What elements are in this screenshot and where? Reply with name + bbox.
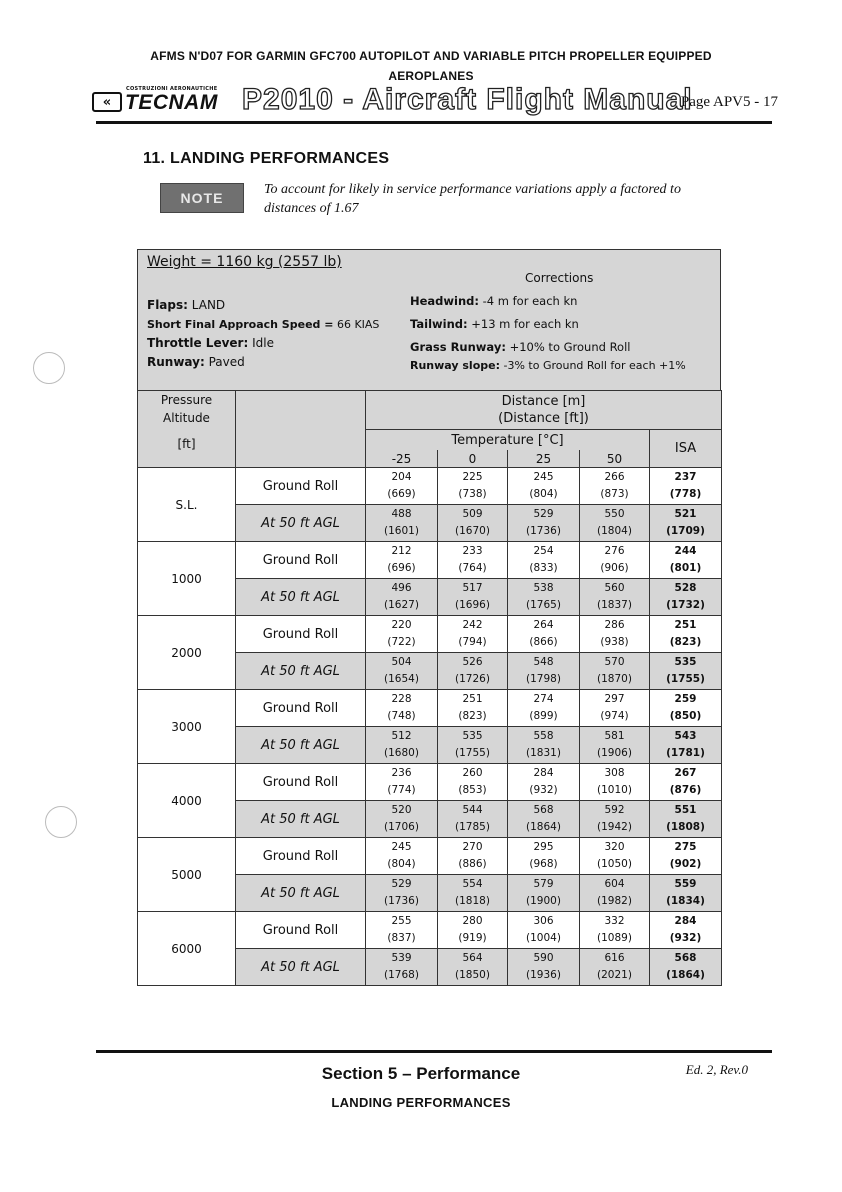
distance-feet: (1768) xyxy=(384,969,419,981)
isa-value-cell xyxy=(650,727,722,764)
distance-cell xyxy=(438,727,508,764)
distance-feet: (778) xyxy=(669,488,702,500)
distance-meters: 284 xyxy=(674,915,697,927)
distance-feet: (1936) xyxy=(526,969,561,981)
temp-col-header: 50 xyxy=(580,450,650,468)
distance-meters: 245 xyxy=(533,471,554,483)
distance-meters: 220 xyxy=(391,619,412,631)
distance-cell xyxy=(580,690,650,727)
distance-cell xyxy=(438,690,508,727)
distance-cell xyxy=(508,801,580,838)
distance-meters: 517 xyxy=(462,582,483,594)
distance-meters: 264 xyxy=(533,619,554,631)
distance-feet: (696) xyxy=(387,562,416,574)
distance-meters: 255 xyxy=(391,915,412,927)
distance-cell xyxy=(580,505,650,542)
distance-feet: (1680) xyxy=(384,747,419,759)
distance-feet: (1864) xyxy=(526,821,561,833)
distance-feet: (2021) xyxy=(597,969,632,981)
distance-meters: 496 xyxy=(391,582,412,594)
distance-cell xyxy=(508,468,580,505)
distance-meters: 570 xyxy=(604,656,625,668)
distance-meters: 592 xyxy=(604,804,625,816)
distance-meters: 308 xyxy=(604,767,625,779)
header-divider xyxy=(96,121,772,124)
distance-cell xyxy=(366,690,438,727)
distance-feet: (1864) xyxy=(666,969,705,981)
table-row xyxy=(138,838,722,875)
distance-feet: (1732) xyxy=(666,599,705,611)
distance-cell xyxy=(366,838,438,875)
distance-feet: (1736) xyxy=(384,895,419,907)
distance-meters: 266 xyxy=(604,471,625,483)
header-title xyxy=(60,46,802,86)
distance-cell xyxy=(438,505,508,542)
distance-feet: (748) xyxy=(387,710,416,722)
at-50ft-agl-label: At 50 ft AGL xyxy=(236,653,366,690)
logo-name: TECNAM xyxy=(125,91,218,114)
distance-meters: 535 xyxy=(674,656,697,668)
at-50ft-agl-label: At 50 ft AGL xyxy=(236,505,366,542)
condition-flaps: Flaps: LAND xyxy=(147,298,226,312)
distance-cell xyxy=(508,690,580,727)
distance-feet: (801) xyxy=(669,562,702,574)
distance-feet: (1818) xyxy=(455,895,490,907)
distance-cell xyxy=(580,653,650,690)
distance-feet: (932) xyxy=(669,932,702,944)
distance-cell xyxy=(580,579,650,616)
distance-meters: 212 xyxy=(391,545,412,557)
distance-cell xyxy=(508,949,580,986)
distance-cell xyxy=(580,912,650,949)
distance-cell xyxy=(438,542,508,579)
distance-meters: 581 xyxy=(604,730,625,742)
isa-value-cell xyxy=(650,838,722,875)
table-row xyxy=(138,690,722,727)
distance-meters: 560 xyxy=(604,582,625,594)
distance-meters: 275 xyxy=(674,841,697,853)
distance-meters: 528 xyxy=(674,582,697,594)
page-number: Page APV5 - 17 xyxy=(680,94,778,110)
header-line-1: AFMS N'D07 FOR GARMIN GFC700 AUTOPILOT AND VARIABLE PITCH PROPELLER EQUIPPED xyxy=(150,49,712,63)
distance-feet: (1050) xyxy=(597,858,632,870)
footer-section: Section 5 – Performance xyxy=(321,1064,521,1083)
isa-value-cell xyxy=(650,616,722,653)
isa-value-cell xyxy=(650,579,722,616)
distance-cell xyxy=(366,653,438,690)
distance-feet: (906) xyxy=(600,562,629,574)
distance-cell xyxy=(366,579,438,616)
distance-feet: (853) xyxy=(458,784,487,796)
distance-meters: 260 xyxy=(462,767,483,779)
distance-feet: (1709) xyxy=(666,525,705,537)
at-50ft-agl-label: At 50 ft AGL xyxy=(236,949,366,986)
distance-meters: 306 xyxy=(533,915,554,927)
correction-headwind: Headwind: -4 m for each kn xyxy=(410,294,578,308)
correction-tailwind: Tailwind: +13 m for each kn xyxy=(410,317,579,331)
condition-throttle: Throttle Lever: Idle xyxy=(147,336,274,350)
distance-meters: 295 xyxy=(533,841,554,853)
ground-roll-label: Ground Roll xyxy=(236,616,366,653)
temp-col-header: -25 xyxy=(366,450,438,468)
footer-divider xyxy=(96,1050,772,1053)
distance-cell xyxy=(580,727,650,764)
distance-feet: (1696) xyxy=(455,599,490,611)
distance-cell xyxy=(580,468,650,505)
distance-meters: 244 xyxy=(674,545,697,557)
distance-feet: (1808) xyxy=(666,821,705,833)
distance-meters: 509 xyxy=(462,508,483,520)
altitude-cell: 2000 xyxy=(138,616,236,690)
isa-value-cell xyxy=(650,542,722,579)
distance-feet: (873) xyxy=(600,488,629,500)
distance-meters: 548 xyxy=(533,656,554,668)
distance-feet: (1942) xyxy=(597,821,632,833)
distance-cell xyxy=(366,875,438,912)
distance-meters: 270 xyxy=(462,841,483,853)
distance-meters: 286 xyxy=(604,619,625,631)
distance-cell xyxy=(438,616,508,653)
isa-value-cell xyxy=(650,468,722,505)
distance-cell xyxy=(580,764,650,801)
distance-meters: 539 xyxy=(391,952,412,964)
distance-feet: (1755) xyxy=(666,673,705,685)
isa-value-cell xyxy=(650,653,722,690)
altitude-cell: 1000 xyxy=(138,542,236,616)
altitude-cell: 5000 xyxy=(138,838,236,912)
ground-roll-label: Ground Roll xyxy=(236,764,366,801)
distance-meters: 332 xyxy=(604,915,625,927)
distance-feet: (804) xyxy=(529,488,558,500)
at-50ft-agl-label: At 50 ft AGL xyxy=(236,875,366,912)
distance-meters: 521 xyxy=(674,508,697,520)
distance-meters: 228 xyxy=(391,693,412,705)
distance-feet: (804) xyxy=(387,858,416,870)
distance-feet: (1654) xyxy=(384,673,419,685)
distance-feet: (774) xyxy=(387,784,416,796)
distance-cell xyxy=(438,912,508,949)
distance-feet: (866) xyxy=(529,636,558,648)
isa-value-cell xyxy=(650,912,722,949)
distance-feet: (722) xyxy=(387,636,416,648)
logo-subtitle: COSTRUZIONI AERONAUTICHE xyxy=(126,86,218,92)
distance-meters: 512 xyxy=(391,730,412,742)
distance-feet: (1601) xyxy=(384,525,419,537)
section-title: 11. LANDING PERFORMANCES xyxy=(143,150,390,167)
pressure-altitude-header: Pressure Altitude [ft] xyxy=(138,391,236,468)
distance-meters: 251 xyxy=(674,619,697,631)
distance-feet: (738) xyxy=(458,488,487,500)
distance-cell xyxy=(438,875,508,912)
distance-feet: (833) xyxy=(529,562,558,574)
manual-title: P2010 - Aircraft Flight Manual xyxy=(242,83,693,116)
condition-approach-speed: Short Final Approach Speed = 66 KIAS xyxy=(147,318,380,331)
distance-feet: (1804) xyxy=(597,525,632,537)
distance-feet: (1831) xyxy=(526,747,561,759)
distance-feet: (837) xyxy=(387,932,416,944)
distance-meters: 280 xyxy=(462,915,483,927)
distance-cell xyxy=(508,764,580,801)
distance-meters: 590 xyxy=(533,952,554,964)
distance-meters: 535 xyxy=(462,730,483,742)
distance-cell xyxy=(508,616,580,653)
isa-value-cell xyxy=(650,949,722,986)
weight-label: Weight = 1160 kg (2557 lb) xyxy=(147,254,342,270)
type-header xyxy=(236,391,366,468)
distance-cell xyxy=(438,468,508,505)
distance-meters: 504 xyxy=(391,656,412,668)
distance-cell xyxy=(366,616,438,653)
distance-feet: (1765) xyxy=(526,599,561,611)
distance-meters: 529 xyxy=(533,508,554,520)
table-row xyxy=(138,468,722,505)
at-50ft-agl-label: At 50 ft AGL xyxy=(236,727,366,764)
isa-value-cell xyxy=(650,505,722,542)
at-50ft-agl-label: At 50 ft AGL xyxy=(236,801,366,838)
distance-meters: 254 xyxy=(533,545,554,557)
distance-cell xyxy=(438,838,508,875)
distance-feet: (1900) xyxy=(526,895,561,907)
distance-cell xyxy=(508,838,580,875)
distance-meters: 204 xyxy=(391,471,412,483)
altitude-cell: 3000 xyxy=(138,690,236,764)
distance-cell xyxy=(508,542,580,579)
altitude-cell: 6000 xyxy=(138,912,236,986)
distance-meters: 538 xyxy=(533,582,554,594)
distance-meters: 233 xyxy=(462,545,483,557)
distance-cell xyxy=(366,468,438,505)
distance-feet: (886) xyxy=(458,858,487,870)
distance-meters: 564 xyxy=(462,952,483,964)
distance-feet: (1627) xyxy=(384,599,419,611)
distance-meters: 237 xyxy=(674,471,697,483)
ground-roll-label: Ground Roll xyxy=(236,468,366,505)
distance-meters: 274 xyxy=(533,693,554,705)
altitude-cell: S.L. xyxy=(138,468,236,542)
distance-meters: 526 xyxy=(462,656,483,668)
distance-feet: (1870) xyxy=(597,673,632,685)
distance-meters: 568 xyxy=(674,952,697,964)
distance-feet: (1004) xyxy=(526,932,561,944)
distance-cell xyxy=(438,801,508,838)
distance-feet: (974) xyxy=(600,710,629,722)
distance-cell xyxy=(366,912,438,949)
distance-cell xyxy=(580,801,650,838)
altitude-cell: 4000 xyxy=(138,764,236,838)
note-badge: NOTE xyxy=(160,183,244,213)
distance-cell xyxy=(508,653,580,690)
footer-subtitle: LANDING PERFORMANCES xyxy=(331,1095,511,1110)
distance-header: Distance [m] (Distance [ft]) xyxy=(366,391,722,430)
distance-feet: (968) xyxy=(529,858,558,870)
distance-meters: 544 xyxy=(462,804,483,816)
ground-roll-label: Ground Roll xyxy=(236,912,366,949)
distance-cell xyxy=(508,727,580,764)
distance-feet: (1089) xyxy=(597,932,632,944)
distance-cell xyxy=(580,838,650,875)
distance-cell xyxy=(508,579,580,616)
distance-meters: 251 xyxy=(462,693,483,705)
distance-feet: (1837) xyxy=(597,599,632,611)
distance-meters: 259 xyxy=(674,693,697,705)
distance-cell xyxy=(438,764,508,801)
distance-cell xyxy=(366,542,438,579)
distance-meters: 267 xyxy=(674,767,697,779)
temperature-header: Temperature [°C] xyxy=(366,430,650,451)
distance-feet: (1755) xyxy=(455,747,490,759)
tecnam-logo-icon: « xyxy=(92,92,122,112)
distance-meters: 320 xyxy=(604,841,625,853)
table-row xyxy=(138,616,722,653)
note-text: To account for likely in service performance variations apply a factored to distances of 1.67 xyxy=(264,182,681,216)
header-line-2: AEROPLANES xyxy=(388,69,474,83)
distance-feet: (823) xyxy=(458,710,487,722)
distance-meters: 276 xyxy=(604,545,625,557)
distance-meters: 579 xyxy=(533,878,554,890)
condition-runway: Runway: Paved xyxy=(147,355,245,369)
temp-col-header: 0 xyxy=(438,450,508,468)
distance-feet: (1785) xyxy=(455,821,490,833)
distance-cell xyxy=(366,801,438,838)
distance-feet: (1670) xyxy=(455,525,490,537)
isa-header: ISA xyxy=(650,430,722,468)
distance-feet: (1906) xyxy=(597,747,632,759)
table-row xyxy=(138,542,722,579)
correction-grass: Grass Runway: +10% to Ground Roll xyxy=(410,340,631,354)
distance-feet: (1736) xyxy=(526,525,561,537)
conditions-panel xyxy=(137,249,721,391)
distance-cell xyxy=(580,875,650,912)
temp-col-header: 25 xyxy=(508,450,580,468)
distance-feet: (1850) xyxy=(455,969,490,981)
distance-meters: 284 xyxy=(533,767,554,779)
distance-meters: 245 xyxy=(391,841,412,853)
distance-cell xyxy=(580,949,650,986)
distance-cell xyxy=(438,579,508,616)
distance-cell xyxy=(508,912,580,949)
distance-feet: (1798) xyxy=(526,673,561,685)
distance-meters: 297 xyxy=(604,693,625,705)
distance-meters: 242 xyxy=(462,619,483,631)
distance-feet: (876) xyxy=(669,784,702,796)
isa-value-cell xyxy=(650,801,722,838)
table-row xyxy=(138,912,722,949)
distance-meters: 559 xyxy=(674,878,697,890)
distance-feet: (902) xyxy=(669,858,702,870)
distance-feet: (938) xyxy=(600,636,629,648)
distance-feet: (669) xyxy=(387,488,416,500)
correction-slope: Runway slope: -3% to Ground Roll for each +1% xyxy=(410,359,686,372)
punch-hole-icon xyxy=(33,352,65,384)
distance-feet: (764) xyxy=(458,562,487,574)
corrections-title: Corrections xyxy=(525,271,594,285)
at-50ft-agl-label: At 50 ft AGL xyxy=(236,579,366,616)
distance-cell xyxy=(438,949,508,986)
distance-meters: 604 xyxy=(604,878,625,890)
distance-feet: (823) xyxy=(669,636,702,648)
distance-cell xyxy=(366,949,438,986)
distance-cell xyxy=(508,875,580,912)
distance-meters: 616 xyxy=(604,952,625,964)
distance-meters: 551 xyxy=(674,804,697,816)
distance-feet: (794) xyxy=(458,636,487,648)
table-row xyxy=(138,764,722,801)
distance-meters: 568 xyxy=(533,804,554,816)
isa-value-cell xyxy=(650,764,722,801)
distance-cell xyxy=(508,505,580,542)
distance-cell xyxy=(580,542,650,579)
isa-value-cell xyxy=(650,875,722,912)
brand-row xyxy=(92,82,782,120)
distance-feet: (850) xyxy=(669,710,702,722)
distance-meters: 554 xyxy=(462,878,483,890)
distance-cell xyxy=(366,727,438,764)
punch-hole-icon xyxy=(45,806,77,838)
distance-meters: 236 xyxy=(391,767,412,779)
distance-feet: (899) xyxy=(529,710,558,722)
distance-meters: 543 xyxy=(674,730,697,742)
ground-roll-label: Ground Roll xyxy=(236,838,366,875)
footer-edition: Ed. 2, Rev.0 xyxy=(685,1062,748,1077)
distance-feet: (1781) xyxy=(666,747,705,759)
distance-meters: 558 xyxy=(533,730,554,742)
distance-cell xyxy=(580,616,650,653)
distance-meters: 225 xyxy=(462,471,483,483)
distance-feet: (932) xyxy=(529,784,558,796)
distance-feet: (1982) xyxy=(597,895,632,907)
distance-meters: 550 xyxy=(604,508,625,520)
distance-cell xyxy=(366,764,438,801)
tecnam-logo xyxy=(92,86,220,114)
landing-performance-table xyxy=(137,390,722,986)
distance-meters: 520 xyxy=(391,804,412,816)
ground-roll-label: Ground Roll xyxy=(236,690,366,727)
distance-cell xyxy=(438,653,508,690)
distance-feet: (1726) xyxy=(455,673,490,685)
distance-feet: (1706) xyxy=(384,821,419,833)
distance-cell xyxy=(366,505,438,542)
ground-roll-label: Ground Roll xyxy=(236,542,366,579)
distance-meters: 488 xyxy=(391,508,412,520)
distance-feet: (1834) xyxy=(666,895,705,907)
isa-value-cell xyxy=(650,690,722,727)
distance-meters: 529 xyxy=(391,878,412,890)
distance-feet: (1010) xyxy=(597,784,632,796)
distance-feet: (919) xyxy=(458,932,487,944)
